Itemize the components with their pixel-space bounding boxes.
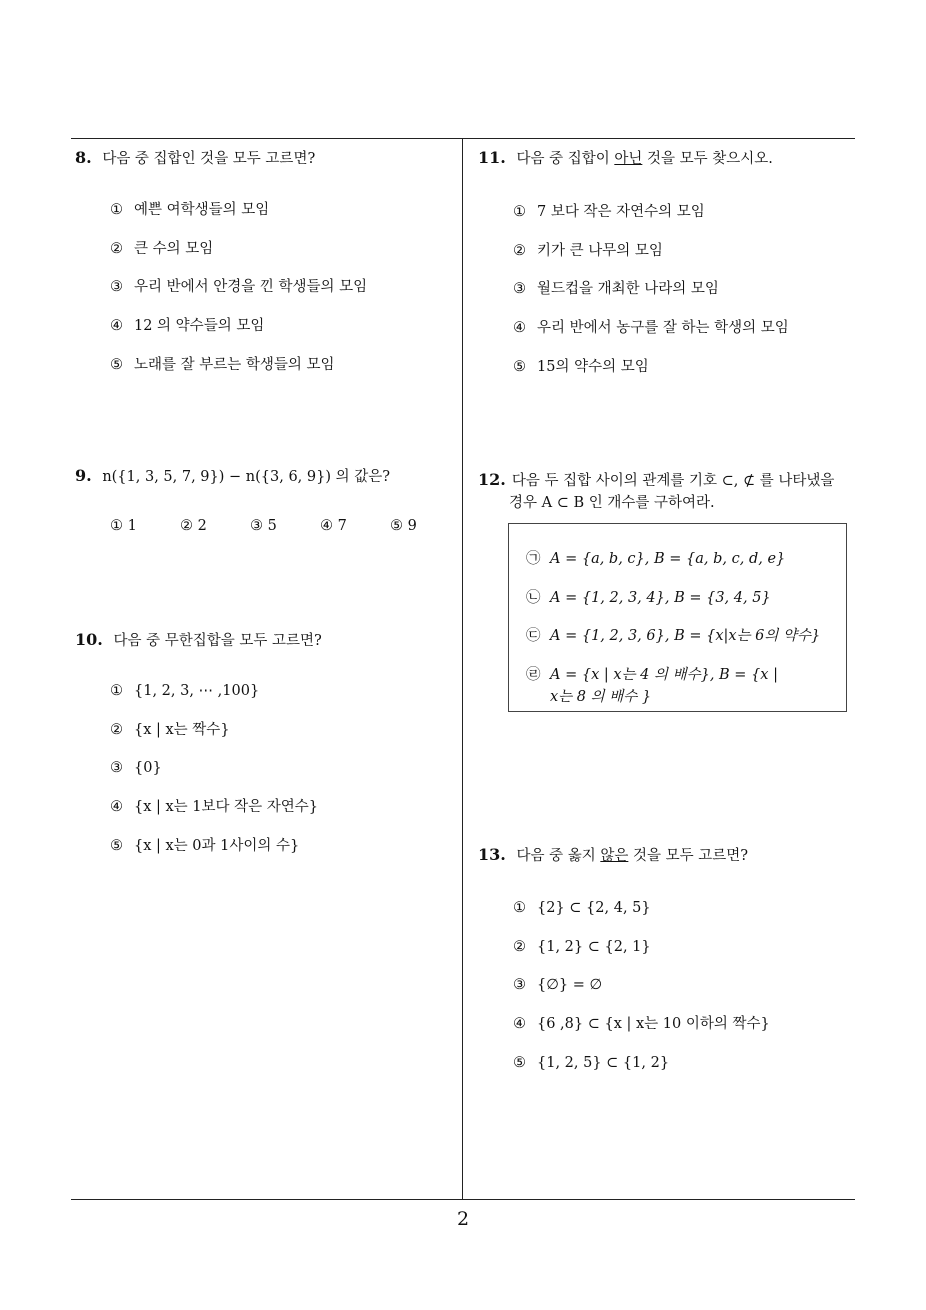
question-text: n({1, 3, 5, 7, 9}) − n({3, 6, 9}) 의 값은? [102,469,391,485]
option-marker: ④ [320,518,333,534]
question-number: 8. [75,148,92,167]
option-text: {x | x는 1보다 작은 자연수} [134,799,319,816]
option-marker: ① [513,900,526,916]
question-11-options [513,201,789,394]
option-marker: ④ [513,1016,526,1033]
option-5[interactable] [513,1052,770,1091]
row-text-continued: x는 8 의 배수 } [550,689,652,705]
question-text: 다음 중 무한집합을 모두 고르면? [113,633,322,649]
row-marker: ㉣ [526,667,541,683]
option-2[interactable] [513,936,770,975]
row-marker: ㉠ [526,551,541,567]
option-5[interactable] [110,835,318,874]
box-row-2 [526,587,828,609]
question-number: 11. [478,148,506,167]
option-text: 노래를 잘 부르는 학생들의 모임 [134,356,335,373]
option-4[interactable] [110,796,318,835]
option-5[interactable] [513,356,789,395]
box-row-1 [526,548,828,570]
option-3[interactable] [513,974,770,1013]
question-13-stem [478,844,748,867]
option-text: 9 [407,518,417,534]
option-3[interactable] [110,757,318,796]
option-4[interactable] [513,1013,770,1052]
option-marker: ② [180,518,193,534]
option-1[interactable] [110,680,318,719]
option-text: {0} [134,760,162,777]
option-marker: ① [110,202,123,218]
question-number: 10. [75,630,103,649]
box-row-4 [526,664,828,708]
bottom-rule [71,1199,855,1200]
row-text: A = {1, 2, 3, 4}, B = {3, 4, 5} [550,590,771,606]
option-marker: ① [110,518,123,534]
option-text: {1, 2, 5} ⊂ {1, 2} [537,1054,670,1071]
option-marker: ④ [513,320,526,337]
option-text: 7 보다 작은 자연수의 모임 [537,204,705,220]
option-marker: ③ [110,279,123,296]
option-1[interactable] [110,199,367,238]
option-4[interactable] [320,518,390,534]
option-5[interactable] [390,518,460,534]
question-text: 다음 중 집합이 [516,151,615,167]
option-marker: ③ [250,518,263,534]
option-text: 우리 반에서 안경을 낀 학생들의 모임 [134,279,368,296]
option-marker: ⑤ [513,358,526,375]
option-text: {1, 2} ⊂ {2, 1} [537,938,651,955]
question-8-stem [75,147,315,170]
question-9-options [110,518,460,534]
column-divider [462,138,463,1200]
row-marker: ㉡ [526,590,541,606]
option-text: 1 [127,518,137,534]
question-number: 13. [478,845,506,864]
option-text: 15의 약수의 모임 [537,358,649,375]
option-marker: ② [513,938,526,955]
option-4[interactable] [513,317,789,356]
option-2[interactable] [513,240,789,279]
question-text-line-2: 경우 A ⊂ B 인 개수를 구하여라. [509,495,715,511]
option-2[interactable] [180,518,250,534]
option-3[interactable] [513,278,789,317]
option-text: 월드컵을 개최한 나라의 모임 [537,281,719,298]
question-text: 다음 두 집합 사이의 관계를 기호 ⊂, ⊄ 를 나타냈을 [511,473,835,489]
option-text: 키가 큰 나무의 모임 [537,242,663,259]
condition-box [508,523,847,712]
top-rule [71,138,855,139]
option-text: {6 ,8} ⊂ {x | x는 10 이하의 짝수} [537,1016,770,1033]
option-2[interactable] [110,238,367,277]
option-text: 큰 수의 모임 [134,240,214,257]
option-marker: ① [513,204,526,220]
question-text: 다음 중 집합인 것을 모두 고르면? [102,151,316,167]
option-2[interactable] [110,719,318,758]
option-marker: ⑤ [110,837,123,854]
option-text: {x | x는 짝수} [134,721,230,738]
option-text: 2 [197,518,207,534]
question-text: 다음 중 옳지 [516,848,601,864]
option-1[interactable] [513,897,770,936]
option-marker: ③ [110,760,123,777]
option-marker: ② [513,242,526,259]
option-marker: ③ [513,281,526,298]
row-text: A = {1, 2, 3, 6}, B = {x|x는 6의 약수} [550,628,821,644]
row-text: A = {a, b, c}, B = {a, b, c, d, e} [550,551,786,567]
question-number: 9. [75,466,92,485]
option-text: {∅} = ∅ [537,977,603,994]
option-marker: ⑤ [390,518,403,534]
page-number: 2 [456,1208,470,1230]
question-10-options [110,680,318,873]
question-text-end: 것을 모두 고르면? [628,848,748,864]
option-text: {2} ⊂ {2, 4, 5} [537,900,651,916]
option-text: 12 의 약수들의 모임 [134,318,265,335]
question-11-stem [478,147,773,170]
option-marker: ④ [110,318,123,335]
row-text: A = {x | x는 4 의 배수}, B = {x | [550,667,778,683]
option-marker: ③ [513,977,526,994]
option-1[interactable] [513,201,789,240]
question-13-options [513,897,770,1090]
underlined-keyword: 아닌 [614,151,643,167]
option-text: 7 [337,518,347,534]
option-marker: ② [110,240,123,257]
option-marker: ② [110,721,123,738]
option-text: {x | x는 0과 1사이의 수} [134,837,300,854]
option-5[interactable] [110,354,367,393]
question-number: 12. [478,470,506,489]
option-text: {1, 2, 3, ⋯ ,100} [134,683,260,699]
option-4[interactable] [110,315,367,354]
option-1[interactable] [110,518,180,534]
question-9-stem [75,465,390,488]
option-text: 우리 반에서 농구를 잘 하는 학생의 모임 [537,320,789,337]
option-text: 5 [267,518,277,534]
option-marker: ④ [110,799,123,816]
box-row-3 [526,625,828,647]
option-3[interactable] [110,276,367,315]
option-marker: ① [110,683,123,699]
underlined-keyword: 않은 [600,848,629,864]
option-marker: ⑤ [110,356,123,373]
option-text: 예쁜 여학생들의 모임 [134,202,270,218]
question-12-stem [478,469,860,514]
question-text-end: 것을 모두 찾으시오. [642,151,773,167]
option-3[interactable] [250,518,320,534]
question-8-options [110,199,367,392]
row-marker: ㉢ [526,628,541,644]
question-10-stem [75,629,322,652]
option-marker: ⑤ [513,1054,526,1071]
